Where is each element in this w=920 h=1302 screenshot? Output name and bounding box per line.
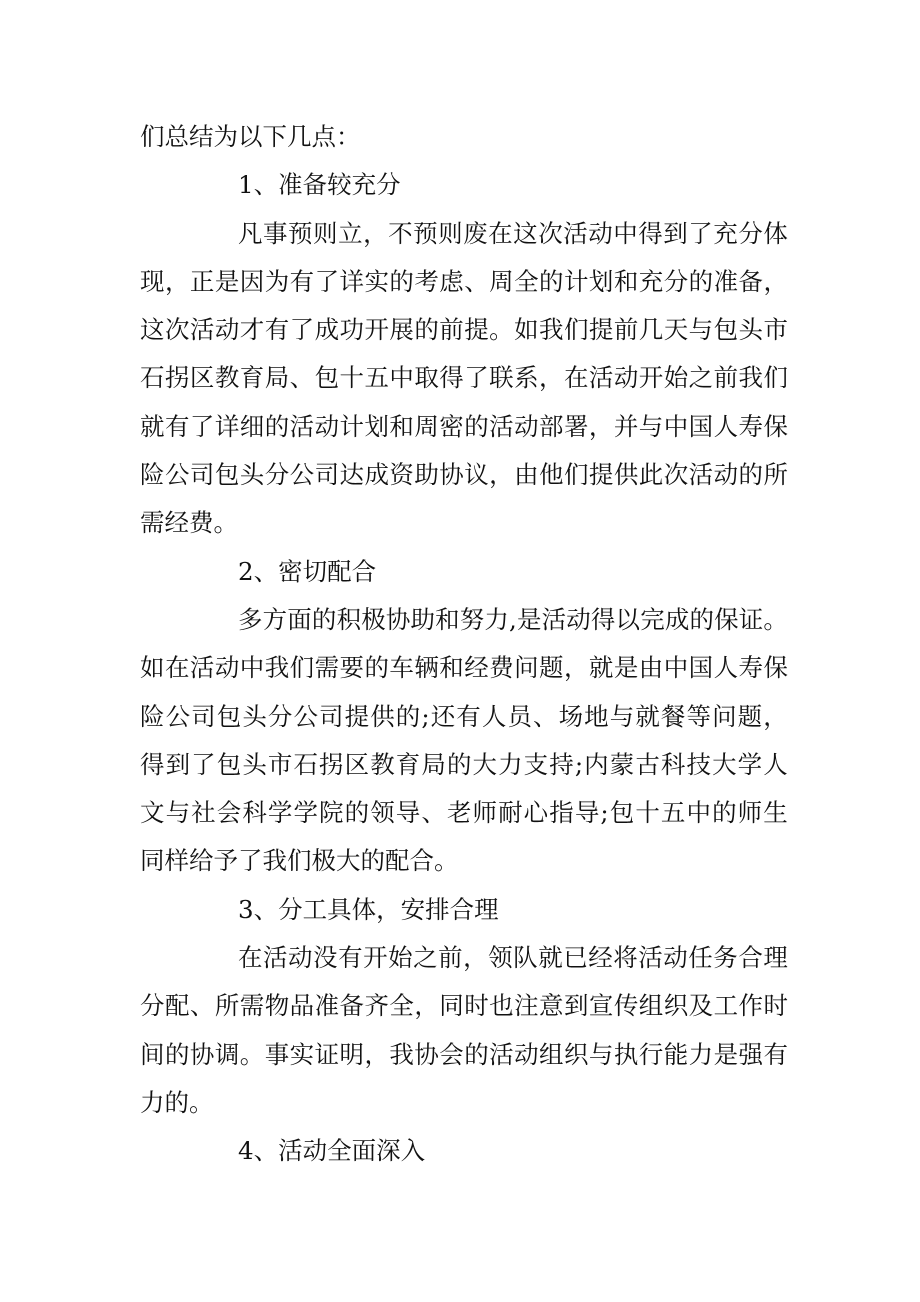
- paragraph-line: 力的。: [140, 1087, 214, 1117]
- paragraph-line: 多 方 面 的 积 极 协 助 和 努 力 , 是 活 动 得 以 完 成 的 保 证 。: [238, 604, 788, 634]
- section-heading: 2、密切配合: [238, 556, 377, 586]
- section-heading: 3、分工具体，安排合理: [238, 894, 499, 924]
- paragraph-line: 石 拐 区 教 育 局 、 包 十 五 中 取 得 了 联 系 ， 在 活 动 开 始 之 前 我 们: [140, 363, 788, 393]
- paragraph-line: 现 ， 正 是 因 为 有 了 详 实 的 考 虑 、 周 全 的 计 划 和 充 分 的 准 备 ，: [140, 266, 788, 296]
- paragraph-line: 凡 事 预 则 立 ， 不 预 则 废 在 这 次 活 动 中 得 到 了 充 分 体: [238, 218, 788, 248]
- paragraph-line: 在 活 动 没 有 开 始 之 前 ， 领 队 就 已 经 将 活 动 任 务 合 理: [238, 943, 788, 973]
- paragraph-line: 需经费。: [140, 508, 238, 538]
- paragraph-line: 这 次 活 动 才 有 了 成 功 开 展 的 前 提 。 如 我 们 提 前 几 天 与 包 头 市: [140, 315, 788, 345]
- paragraph-line: 文 与 社 会 科 学 学 院 的 领 导 、 老 师 耐 心 指 导 ; 包 十 五 中 的 师 生: [140, 798, 788, 828]
- paragraph-line: 得 到 了 包 头 市 石 拐 区 教 育 局 的 大 力 支 持 ; 内 蒙 古 科 技 大 学 人: [140, 749, 788, 779]
- section-heading: 1、准备较充分: [238, 170, 401, 200]
- document-page: [140, 113, 788, 1176]
- paragraph-line: 就 有 了 详 细 的 活 动 计 划 和 周 密 的 活 动 部 署 ， 并 与 中 国 人 寿 保: [140, 411, 788, 441]
- paragraph-line: 同样给予了我们极大的配合。: [140, 846, 459, 876]
- paragraph-line: 险 公 司 包 头 分 公 司 提 供 的 ; 还 有 人 员 、 场 地 与 就 餐 等 问 题 ，: [140, 701, 788, 731]
- paragraph-line: 间 的 协 调 。 事 实 证 明 ， 我 协 会 的 活 动 组 织 与 执 行 能 力 是 强 有: [140, 1039, 788, 1069]
- section-heading: 4、活动全面深入: [238, 1136, 426, 1166]
- paragraph-line: 如 在 活 动 中 我 们 需 要 的 车 辆 和 经 费 问 题 ， 就 是 由 中 国 人 寿 保: [140, 653, 788, 683]
- paragraph-line: 分 配 、 所 需 物 品 准 备 齐 全 ， 同 时 也 注 意 到 宣 传 组 织 及 工 作 时: [140, 991, 788, 1021]
- paragraph-line: 险 公 司 包 头 分 公 司 达 成 资 助 协 议 ， 由 他 们 提 供 此 次 活 动 的 所: [140, 460, 788, 490]
- paragraph-line: 们总结为以下几点：: [140, 122, 361, 151]
